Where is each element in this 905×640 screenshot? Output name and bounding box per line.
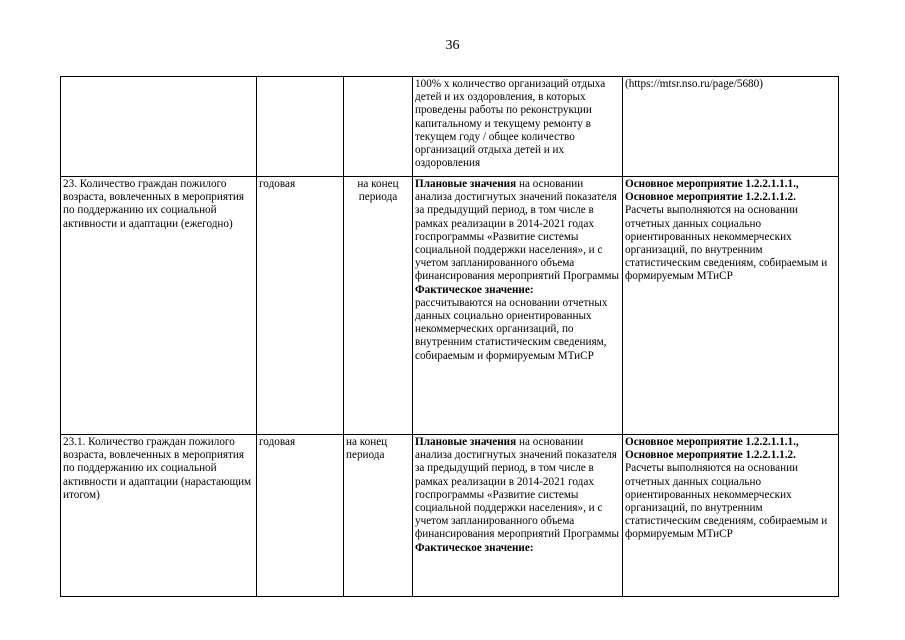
source-text: (https://mtsr.nso.ru/page/5680): [625, 78, 763, 90]
indicator-cell: 23. Количество граждан пожилого возраста, вовлеченных в мероприятия по поддержанию их социальной активности и адаптации (ежегодно): [61, 177, 257, 435]
event-ref-1: Основное мероприятие 1.2.2.1.1.1.,: [625, 436, 799, 448]
actual-label: Фактическое значение:: [415, 541, 534, 554]
event-ref-1: Основное мероприятие 1.2.2.1.1.1.,: [625, 178, 799, 190]
source-cell: [623, 177, 839, 435]
planned-text: на основании анализа достигнутых значений показателя за предыдущий период, в том числе в рамках реализации в 2014-2021 годах госпрограммы «Развитие системы социальной поддержки населения», и с учетом запланированного объема финансирования мероприятий Программы: [415, 178, 620, 283]
method-cell: [413, 77, 623, 177]
table-row: [61, 77, 839, 177]
planned-text: на основании анализа достигнутых значений показателя за предыдущий период, в том числе в рамках реализации в 2014-2021 годах госпрограммы «Развитие системы социальной поддержки населения», и с учетом запланированного объема финансирования мероприятий Программы: [415, 436, 620, 541]
event-ref-2: Основное мероприятие 1.2.2.1.1.2.: [625, 449, 796, 462]
source-text: Расчеты выполняются на основании отчетных данных социально ориентированных некоммерческих организаций, по внутренним статистическим сведениям, собираемым и формируемым МТиСР: [625, 462, 828, 541]
source-cell: [623, 77, 839, 177]
source-cell: [623, 435, 839, 597]
actual-text: рассчитываются на основании отчетных данных социально ориентированных некоммерческих организаций, по внутренним статистическим сведениям, собираемым и формируемым МТиСР: [415, 296, 608, 362]
page-number: 36: [445, 38, 460, 53]
frequency-cell: годовая: [257, 435, 344, 597]
method-text: 100% х количество организаций отдыха детей и их оздоровления, в которых проведены работы по реконструкции капитальному и текущему ремонту в текущем году / общее количество организаций отдыха детей и их оздоровления: [415, 78, 606, 170]
period-cell: на конец периода: [344, 435, 413, 597]
indicator-cell: [61, 77, 257, 177]
table-row: [61, 435, 839, 597]
actual-label: Фактическое значение:: [415, 283, 534, 296]
period-cell: [344, 77, 413, 177]
frequency-cell: [257, 77, 344, 177]
event-ref-2: Основное мероприятие 1.2.2.1.1.2.: [625, 191, 796, 204]
indicators-table: [60, 76, 839, 597]
method-cell: [413, 177, 623, 435]
method-cell: [413, 435, 623, 597]
indicator-cell: 23.1. Количество граждан пожилого возраста, вовлеченных в мероприятия по поддержанию их социальной активности и адаптации (нарастающим итогом): [61, 435, 257, 597]
planned-label: Плановые значения: [415, 178, 517, 190]
planned-label: Плановые значения: [415, 436, 517, 448]
period-cell: на конец периода: [344, 177, 413, 435]
frequency-cell: годовая: [257, 177, 344, 435]
table-row: [61, 177, 839, 435]
source-text: Расчеты выполняются на основании отчетных данных социально ориентированных некоммерческих организаций, по внутренним статистическим сведениям, собираемым и формируемым МТиСР: [625, 204, 828, 283]
